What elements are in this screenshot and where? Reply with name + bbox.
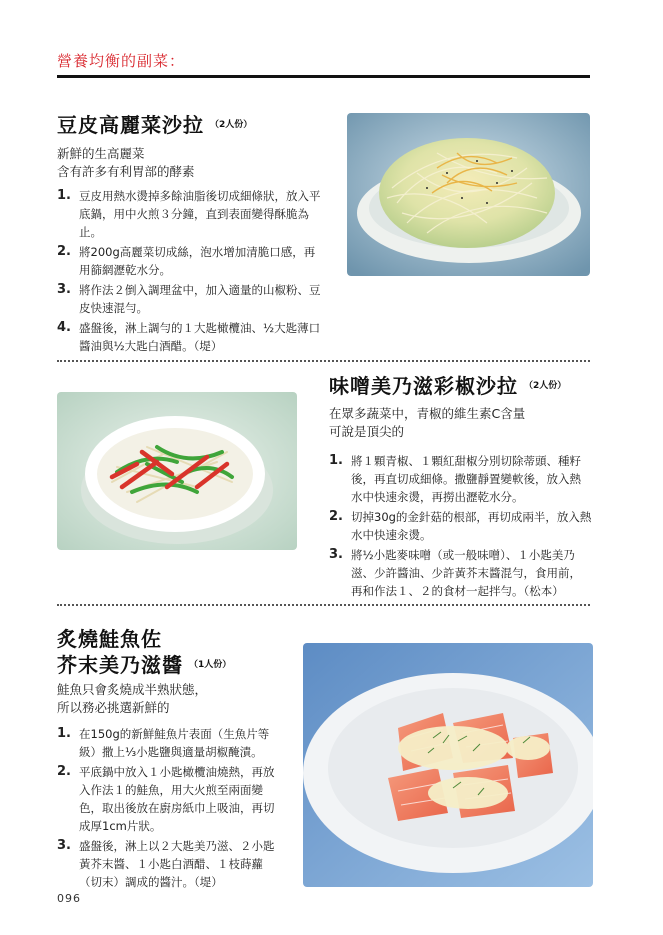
step-text: 在150g的新鮮鮭魚片表面（生魚片等級）撒上⅓小匙鹽與適量胡椒醃漬。 [79, 727, 270, 759]
step-text: 盛盤後，淋上調勻的１大匙橄欖油、½大匙薄口醬油與½大匙白酒醋。（堤） [79, 321, 321, 353]
recipe-step [57, 187, 325, 241]
recipe-1-subtitle [57, 145, 195, 181]
recipe-3-title [57, 626, 231, 678]
recipe-1-subtitle-line: 新鮮的生高麗菜 [57, 146, 145, 161]
cabbage-salad-photo [347, 113, 590, 276]
recipe-step [57, 319, 325, 355]
recipe-1-subtitle-line: 含有許多有利胃部的酵素 [57, 164, 195, 179]
step-number: 2. [57, 764, 71, 779]
step-number: 3. [329, 547, 343, 562]
recipe-1-title-text: 豆皮高麗菜沙拉 [57, 113, 204, 137]
step-text: 平底鍋中放入１小匙橄欖油燒熱，再放入作法１的鮭魚，用大火煎至兩面變色，取出後放在廚房紙巾上吸油，再切成厚1cm片狀。 [79, 765, 275, 833]
recipe-1-serving: （2人份） [210, 120, 253, 130]
step-text: 將½小匙麥味噌（或一般味噌）、１小匙美乃滋、少許醬油、少許黃芥末醬混勻，食用前，再和作法１、２的食材一起拌勻。（松本） [351, 548, 581, 598]
recipe-1-steps [57, 187, 325, 357]
dotted-divider [57, 604, 590, 606]
recipe-step [329, 452, 592, 506]
dotted-divider [57, 360, 590, 362]
step-text: 將１顆青椒、１顆紅甜椒分別切除蒂頭、種籽後，再直切成細條。撒鹽靜置變軟後，放入熱水中快速汆燙，再撈出瀝乾水分。 [351, 454, 581, 504]
recipe-2-title [329, 373, 566, 399]
recipe-step [57, 243, 325, 279]
step-text: 將作法２倒入調理盆中，加入適量的山椒粉、豆皮快速混勻。 [79, 283, 321, 315]
step-text: 將200g高麗菜切成絲，泡水增加清脆口感，再用篩網瀝乾水分。 [79, 245, 316, 277]
header-rule [57, 75, 590, 78]
recipe-step [57, 837, 279, 891]
step-number: 4. [57, 320, 71, 335]
step-number: 3. [57, 838, 71, 853]
recipe-1-title [57, 112, 252, 138]
recipe-step [57, 281, 325, 317]
step-number: 1. [57, 188, 71, 203]
recipe-3-steps [57, 725, 279, 893]
step-text: 切掉30g的金針菇的根部，再切成兩半，放入熱水中快速汆燙。 [351, 510, 592, 542]
recipe-3-serving: （1人份） [189, 660, 232, 670]
recipe-2-subtitle-line: 可說是頂尖的 [329, 424, 405, 439]
recipe-step [57, 763, 279, 835]
recipe-step [329, 546, 592, 600]
recipe-2-serving: （2人份） [524, 381, 567, 391]
recipe-3-subtitle-line: 所以務必挑選新鮮的 [57, 700, 170, 715]
pepper-salad-photo [57, 392, 297, 550]
recipe-2-subtitle [329, 405, 525, 441]
step-number: 3. [57, 282, 71, 297]
salmon-photo [303, 643, 593, 887]
step-number: 2. [57, 244, 71, 259]
section-header: 營養均衡的副菜： [57, 52, 186, 70]
step-text: 盛盤後，淋上以２大匙美乃滋、２小匙黃芥末醬、１小匙白酒醋、１枝蒔蘿（切末）調成的醬汁。（堤） [79, 839, 275, 889]
recipe-step [329, 508, 592, 544]
recipe-3-subtitle-line: 鮭魚只會炙燒成半熟狀態， [57, 682, 208, 697]
recipe-step [57, 725, 279, 761]
page-number: 096 [57, 892, 81, 905]
recipe-2-subtitle-line: 在眾多蔬菜中，青椒的維生素C含量 [329, 406, 526, 421]
step-number: 1. [329, 453, 343, 468]
recipe-2-title-text: 味噌美乃滋彩椒沙拉 [329, 374, 518, 398]
recipe-3-subtitle [57, 681, 207, 717]
step-number: 1. [57, 726, 71, 741]
step-text: 豆皮用熱水燙掉多餘油脂後切成細條狀，放入平底鍋，用中火煎３分鐘，直到表面變得酥脆為止。 [79, 189, 321, 239]
recipe-2-steps [329, 452, 592, 602]
step-number: 2. [329, 509, 343, 524]
recipe-3-title-line: 炙燒鮭魚佐 [57, 627, 162, 651]
recipe-3-title-line: 芥末美乃滋醬 [57, 653, 183, 677]
